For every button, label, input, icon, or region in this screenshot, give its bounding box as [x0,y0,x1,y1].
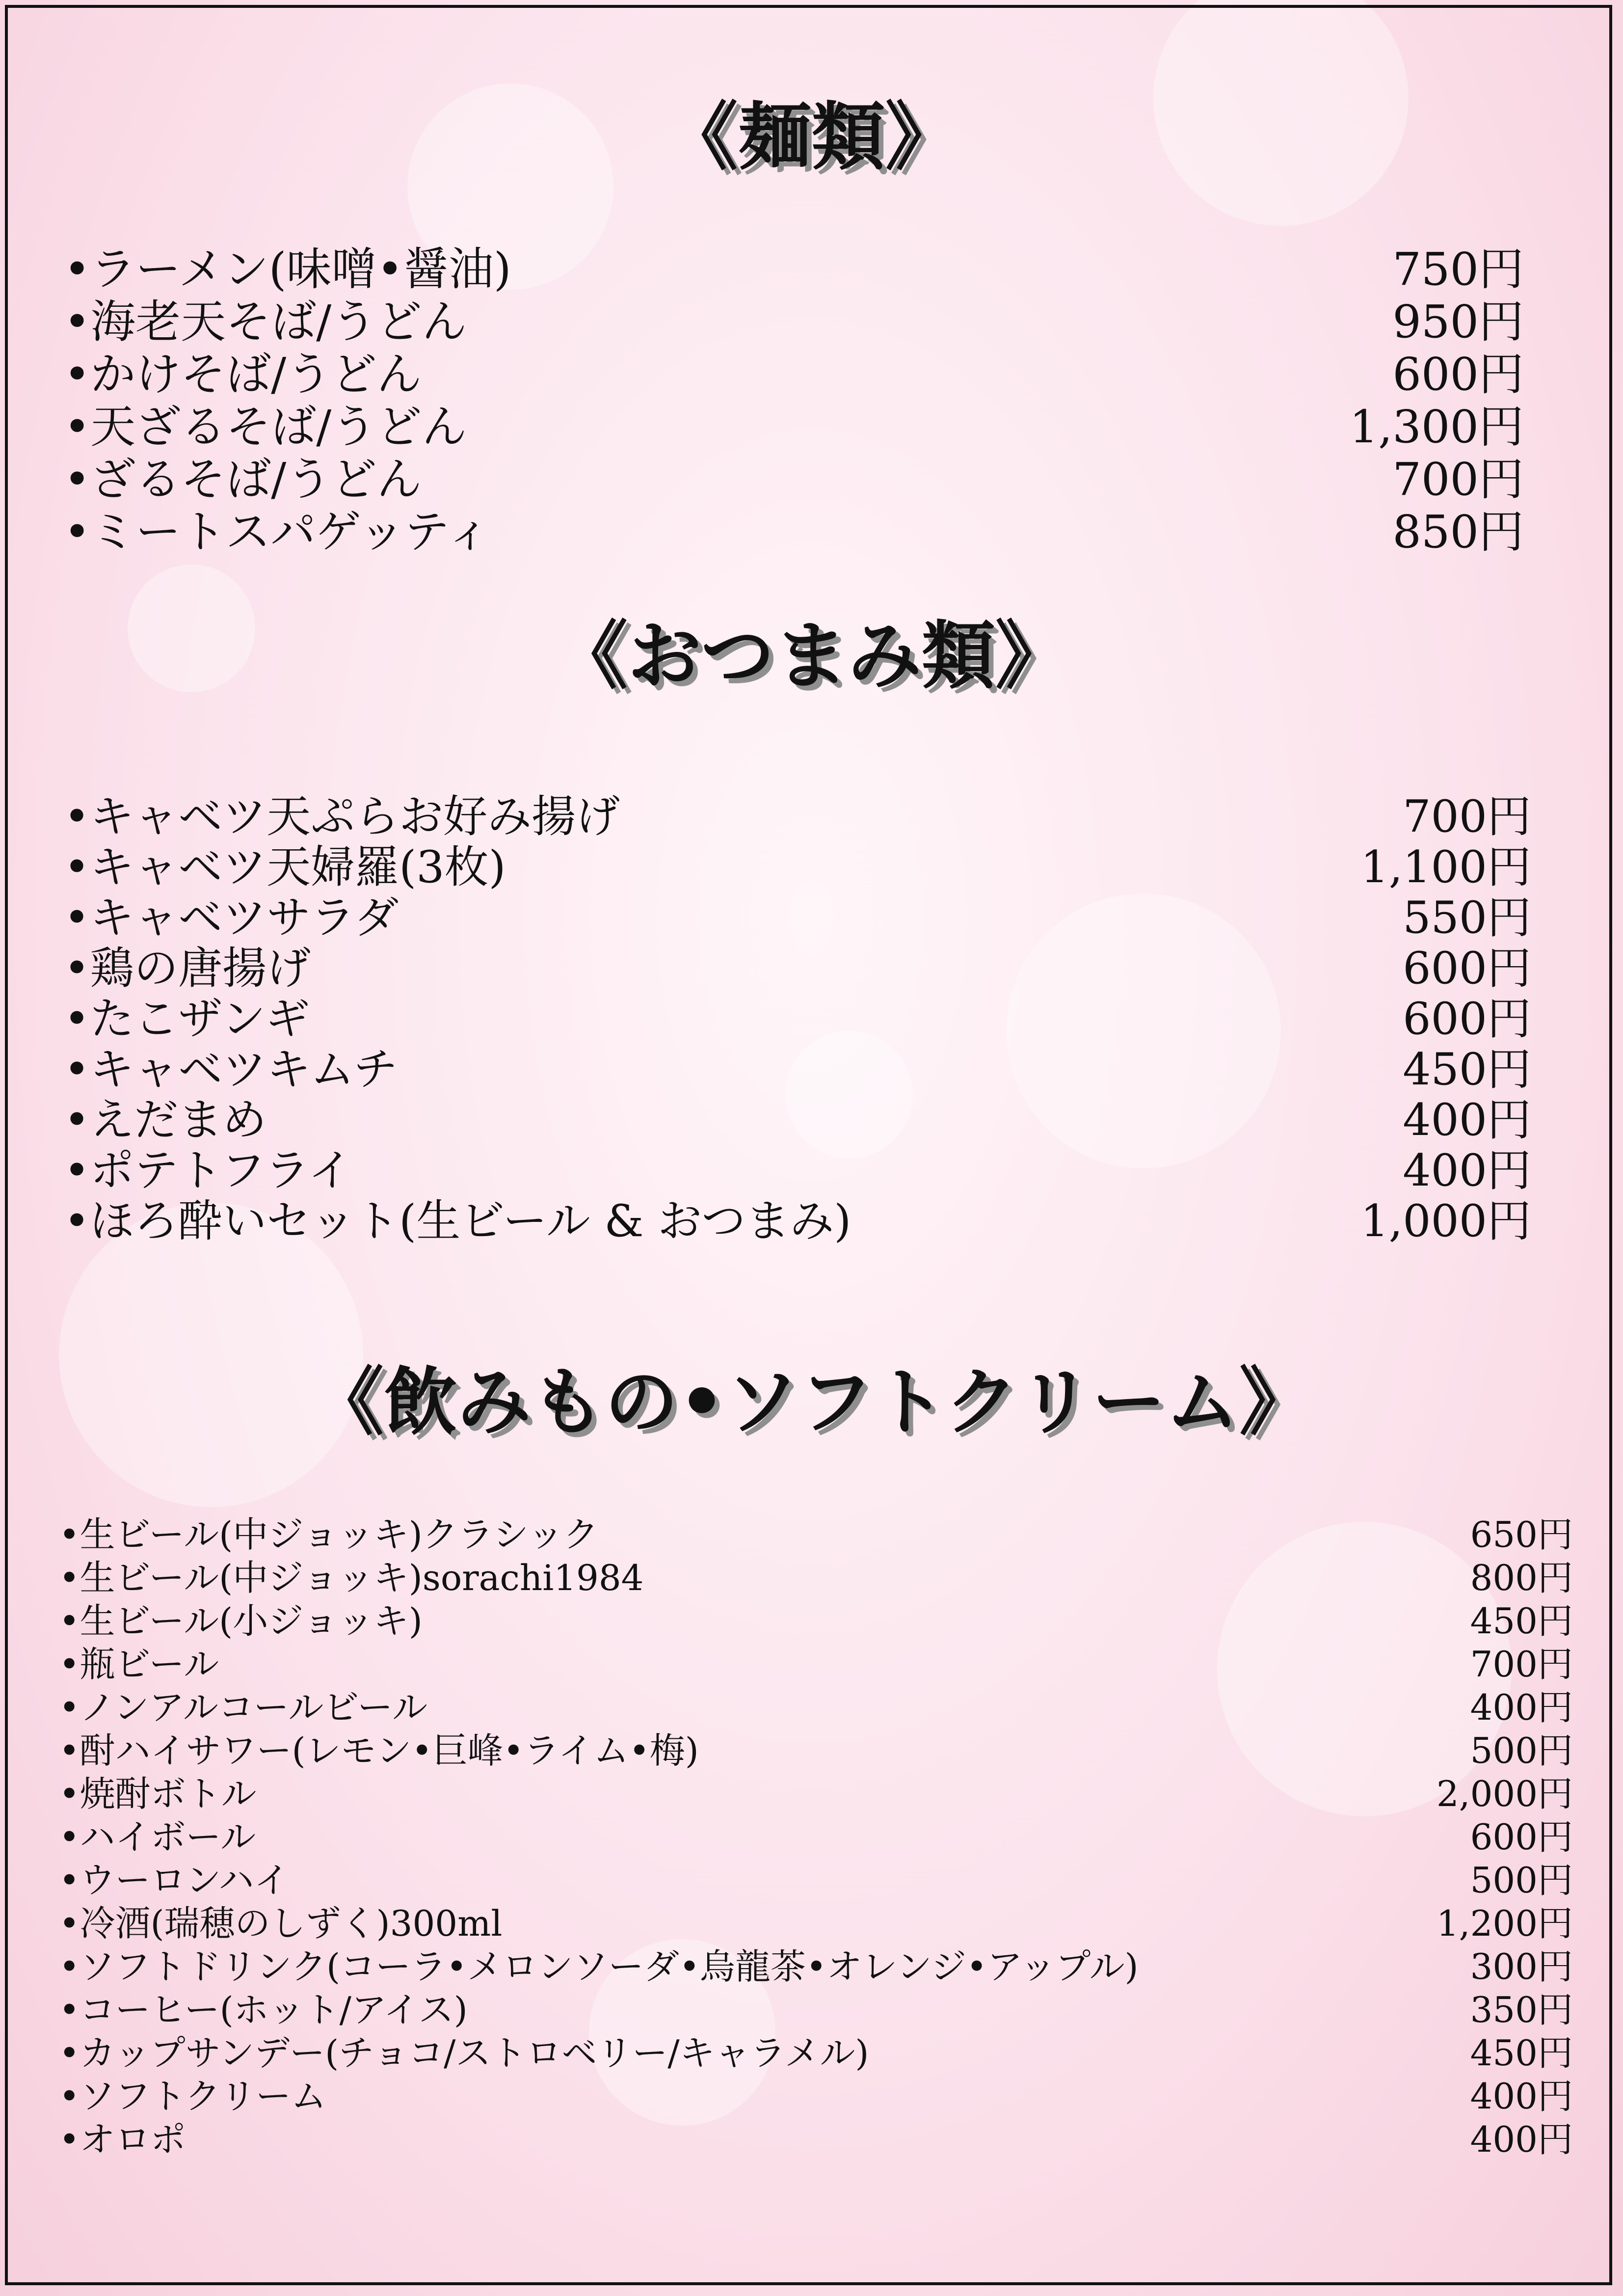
menu-item [64,391,1524,453]
section-title-drinks: 《飲みもの•ソフトクリーム》 [310,1360,1313,1445]
menu-item [59,2068,1573,2117]
menu-item [59,2111,1573,2160]
menu-item [59,1506,1573,1555]
menu-item-name: •ざるそば/うどん [64,453,422,506]
menu-item [59,1722,1573,1771]
menu-item-name: •天ざるそば/うどん [64,401,467,453]
menu-item-price: 600円 [1403,993,1531,1045]
menu-item-price: 600円 [1392,348,1524,401]
menu-item [59,1765,1573,1814]
menu-item-price: 2,000円 [1436,1773,1573,1814]
menu-item [64,932,1531,994]
menu-item-price: 550円 [1403,892,1531,944]
menu-item-price: 600円 [1403,943,1531,994]
menu-item-price: 600円 [1470,1816,1573,1858]
menu-item-price: 400円 [1470,2076,1573,2117]
menu-item-name: •鶏の唐揚げ [64,943,311,994]
menu-item-price: 1,200円 [1436,1903,1573,1944]
menu-item-name: •キャベツサラダ [64,892,399,944]
menu-item-price: 400円 [1403,1094,1531,1146]
menu-item-price: 850円 [1392,506,1524,558]
menu-item [59,1679,1573,1728]
menu-item-price: 950円 [1392,296,1524,348]
menu-item-name: •ラーメン(味噌•醤油) [64,243,511,296]
menu-item [64,443,1524,506]
menu-item [64,983,1531,1045]
menu-item [59,2025,1573,2074]
menu-item [59,1809,1573,1858]
menu-item-name: •冷酒(瑞穂のしずく)300ml [59,1903,503,1944]
menu-list-snacks [64,781,1531,1247]
menu-item [64,338,1524,401]
menu-item-price: 700円 [1392,453,1524,506]
menu-item [59,1636,1573,1685]
menu-item [59,1549,1573,1598]
menu-item-name: •かけそば/うどん [64,348,422,401]
section-title-snacks: 《おつまみ類》 [554,614,1069,699]
menu-item-name: •ノンアルコールビール [59,1687,427,1728]
menu-item-price: 800円 [1470,1557,1573,1598]
menu-item-name: •海老天そば/うどん [64,296,467,348]
menu-item-name: •酎ハイサワー(レモン•巨峰•ライム•梅) [59,1730,699,1771]
menu-item-price: 1,000円 [1360,1195,1531,1247]
menu-item-name: •キャベツ天婦羅(3枚) [64,841,506,893]
menu-item [64,496,1524,558]
menu-item [64,233,1524,296]
menu-item-price: 700円 [1470,1644,1573,1685]
menu-item [59,1895,1573,1944]
menu-item-price: 350円 [1470,1989,1573,2030]
menu-item-name: •カップサンデー(チョコ/ストロベリー/キャラメル) [59,2032,869,2074]
menu-item-name: •ポテトフライ [64,1145,352,1196]
menu-item [64,781,1531,842]
menu-item-name: •コーヒー(ホット/アイス) [59,1989,468,2030]
menu-item-name: •ハイボール [59,1816,256,1858]
menu-item-name: •たこザンギ [64,993,310,1045]
menu-item-price: 1,100円 [1360,841,1531,893]
menu-item-price: 650円 [1470,1514,1573,1555]
menu-item-price: 400円 [1470,1687,1573,1728]
menu-item [59,1593,1573,1642]
menu-item-price: 500円 [1470,1730,1573,1771]
menu-item [59,1981,1573,2030]
menu-item-price: 450円 [1470,2032,1573,2074]
menu-item-name: •焼酎ボトル [59,1773,257,1814]
menu-item-name: •えだまめ [64,1094,267,1146]
menu-item-price: 450円 [1403,1044,1531,1095]
menu-item-price: 500円 [1470,1860,1573,1901]
menu-item-name: •生ビール(中ジョッキ)クラシック [59,1514,599,1555]
menu-item-name: •ミートスパゲッティ [64,506,491,558]
menu-item-name: •生ビール(小ジョッキ) [59,1600,423,1642]
menu-item-name: •ほろ酔いセット(生ビール & おつまみ) [64,1195,851,1247]
menu-item [64,882,1531,944]
menu-item-price: 400円 [1470,2119,1573,2160]
menu-item-price: 700円 [1403,791,1531,842]
menu-item [64,286,1524,348]
menu-item-name: •生ビール(中ジョッキ)sorachi1984 [59,1557,644,1598]
menu-item [59,1852,1573,1901]
menu-item [64,1134,1531,1196]
menu-item-name: •瓶ビール [59,1644,219,1685]
menu-item-name: •オロポ [59,2119,186,2160]
menu-item-name: •キャベツキムチ [64,1044,398,1095]
menu-item [64,831,1531,893]
menu-item [59,1938,1573,1987]
menu-item [64,1185,1531,1247]
menu-item-price: 300円 [1470,1946,1573,1987]
menu-item-name: •ソフトクリーム [59,2076,327,2117]
menu-item-name: •ウーロンハイ [59,1860,290,1901]
menu-item-name: •ソフトドリンク(コーラ•メロンソーダ•烏龍茶•オレンジ•アップル) [59,1946,1139,1987]
section-title-noodles: 《麺類》 [664,95,959,180]
menu-list-drinks [59,1506,1573,2160]
menu-item-name: •キャベツ天ぷらお好み揚げ [64,791,620,842]
menu-item-price: 750円 [1392,243,1524,296]
menu-list-noodles [64,233,1524,558]
menu-item [64,1033,1531,1095]
menu-item-price: 400円 [1403,1145,1531,1196]
menu-item [64,1084,1531,1146]
menu-item-price: 1,300円 [1349,401,1524,453]
menu-item-price: 450円 [1470,1600,1573,1642]
